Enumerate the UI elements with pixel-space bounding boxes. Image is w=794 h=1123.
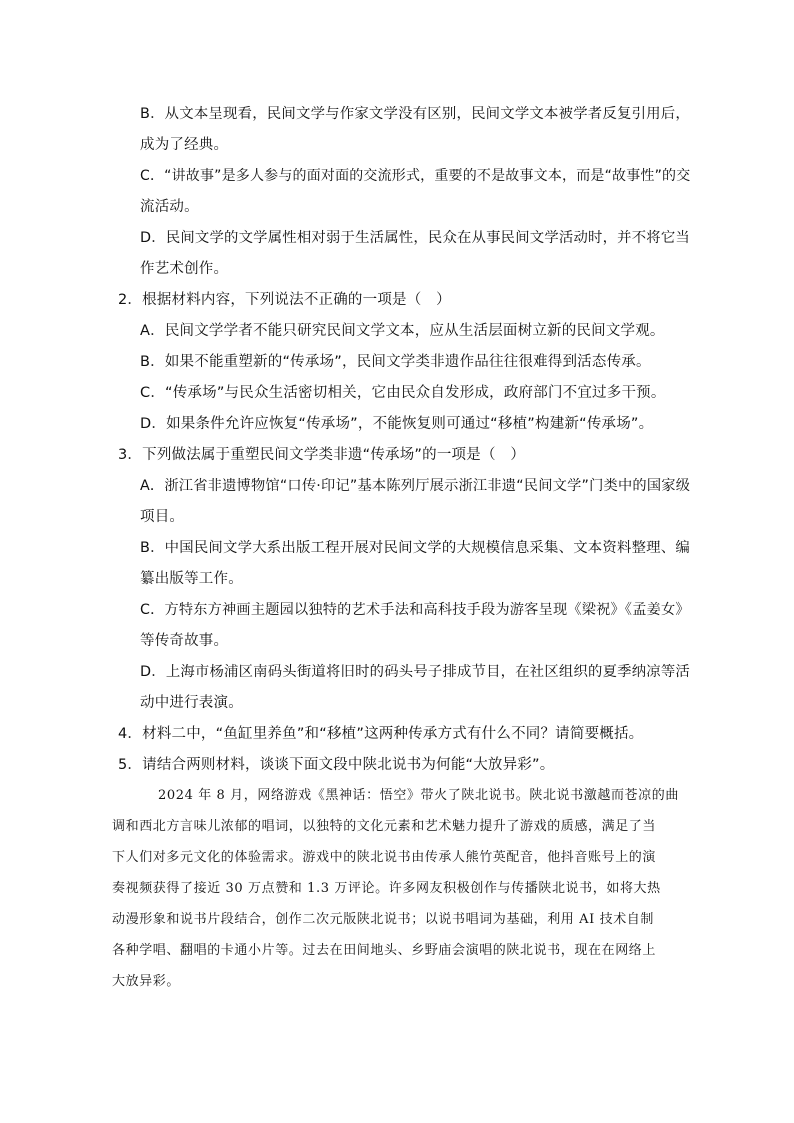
q3-stem: 3．下列做法属于重塑民间文学类非遗“传承场”的一项是（ ） — [118, 447, 526, 463]
passage-line-5: 动漫形象和说书片段结合，创作二次元版陕北说书；以说书唱词为基础，利用 AI 技术自制 — [112, 912, 654, 927]
q4-stem: 4．材料二中，“鱼缸里养鱼”和“移植”这两种传承方式有什么不同？请简要概括。 — [118, 726, 644, 742]
q2-option-a: A．民间文学学者不能只研究民间文学文本，应从生活层面树立新的民间文学观。 — [140, 323, 665, 339]
passage-line-7: 大放异彩。 — [112, 974, 181, 989]
q3-option-c-line1: C．方特东方神画主题园以独特的艺术手法和高科技手段为游客呈现《梁祝》《孟姜女》 — [140, 602, 690, 618]
q2-option-c: C．“传承场”与民众生活密切相关，它由民众自发形成，政府部门不宜过多干预。 — [140, 385, 666, 401]
q3-option-b-line2: 纂出版等工作。 — [140, 571, 243, 587]
q3-option-d-line2: 动中进行表演。 — [140, 695, 243, 711]
q3-option-c-line2: 等传奇故事。 — [140, 633, 229, 649]
q3-option-a-line2: 项目。 — [140, 509, 185, 525]
passage-line-2: 调和西北方言味儿浓郁的唱词，以独特的文化元素和艺术魅力提升了游戏的质感，满足了当 — [112, 819, 657, 834]
q3-option-a-line1: A．浙江省非遗博物馆“口传·印记”基本陈列厅展示浙江非遗“民间文学”门类中的国家级 — [140, 478, 691, 494]
passage-line-4: 奏视频获得了接近 30 万点赞和 1.3 万评论。许多网友积极创作与传播陕北说书，如将大热 — [112, 881, 661, 896]
passage-line-1: 2024 年 8 月，网络游戏《黑神话：悟空》带火了陕北说书。陕北说书激越而苍凉的曲 — [158, 788, 679, 803]
q1-option-b-line2: 成为了经典。 — [140, 137, 229, 153]
q1-option-b-line1: B．从文本呈现看，民间文学与作家文学没有区别，民间文学文本被学者反复引用后， — [140, 106, 690, 122]
q1-option-c-line1: C．“讲故事”是多人参与的面对面的交流形式，重要的不是故事文本，而是“故事性”的交 — [140, 168, 691, 184]
q1-option-d-line1: D．民间文学的文学属性相对弱于生活属性，民众在从事民间文学活动时，并不将它当 — [140, 230, 690, 246]
passage-line-3: 下人们对多元文化的体验需求。游戏中的陕北说书由传承人熊竹英配音，他抖音账号上的演 — [112, 850, 657, 865]
q5-stem: 5．请结合两则材料，谈谈下面文段中陕北说书为何能“大放异彩”。 — [118, 757, 555, 773]
q2-stem: 2．根据材料内容，下列说法不正确的一项是（ ） — [118, 292, 451, 308]
q2-option-b: B．如果不能重塑新的“传承场”，民间文学类非遗作品往往很难得到活态传承。 — [140, 354, 651, 370]
q1-option-c-line2: 流活动。 — [140, 199, 199, 215]
q2-option-d: D．如果条件允许应恢复“传承场”，不能恢复则可通过“移植”构建新“传承场”。 — [140, 416, 654, 432]
q1-option-d-line2: 作艺术创作。 — [140, 261, 229, 277]
q3-option-d-line1: D．上海市杨浦区南码头街道将旧时的码头号子排成节目，在社区组织的夏季纳凉等活 — [140, 664, 690, 680]
passage-line-6: 各种学唱、翻唱的卡通小片等。过去在田间地头、乡野庙会演唱的陕北说书，现在在网络上 — [112, 943, 657, 958]
q3-option-b-line1: B．中国民间文学大系出版工程开展对民间文学的大规模信息采集、文本资料整理、编 — [140, 540, 690, 556]
